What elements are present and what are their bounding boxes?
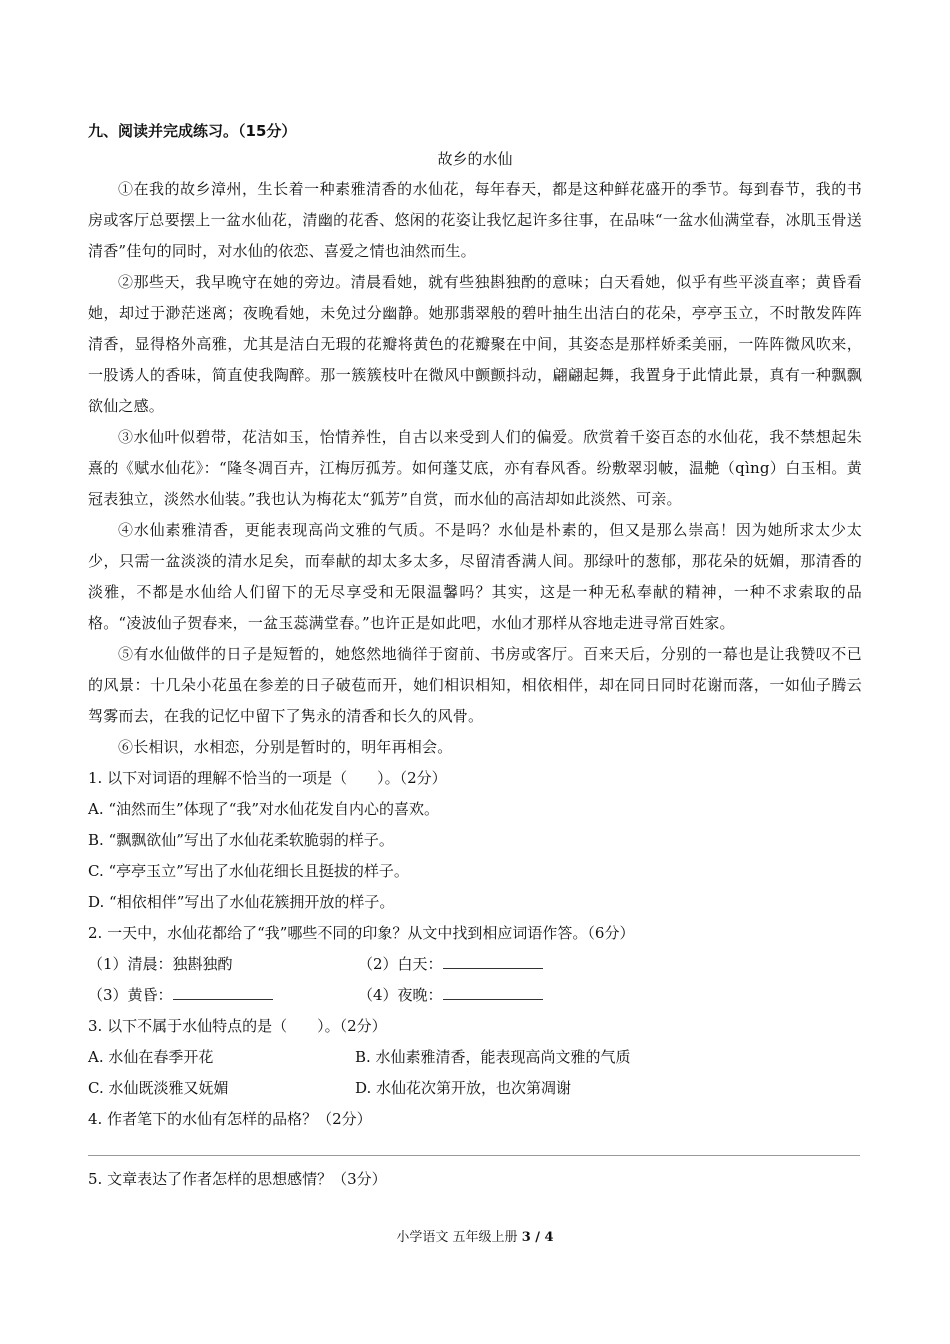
question-2-item-morning — [88, 949, 358, 980]
article-paragraph-4: ④水仙素雅清香，更能表现高尚文雅的气质。不是吗？水仙是朴素的，但又是那么崇高！因为她所求太少太少，只需一盆淡淡的清水足矣，而奉献的却太多太多，尽留清香满人间。那绿叶的葱郁，那花朵的妩媚，那清香的淡雅，不都是水仙给人们留下的无尽享受和无限温馨吗？其实，这是一种无私奉献的精神，一种不求索取的品格。“凌波仙子贺春来，一盆玉蕊满堂春。”也许正是如此吧，水仙才那样从容地走进寻常百姓家。 — [88, 521, 862, 632]
question-1-option-b[interactable]: B. “飘飘欲仙”写出了水仙花柔软脆弱的样子。 — [88, 831, 394, 849]
article-paragraph-2: ②那些天，我早晚守在她的旁边。清晨看她，就有些独斟独酌的意味；白天看她，似乎有些平淡直率；黄昏看她，却过于渺茫迷离；夜晚看她，未免过分幽静。她那翡翠般的碧叶抽生出洁白的花朵，亭亭玉立，不时散发阵阵清香，显得格外高雅，尤其是洁白无瑕的花瓣将黄色的花瓣聚在中间，其姿态是那样娇柔美丽，一阵阵微风吹来，一股诱人的香味，简直使我陶醉。那一簇簇枝叶在微风中颤颤抖动，翩翩起舞，我置身于此情此景，真有一种飘飘欲仙之感。 — [88, 273, 862, 415]
question-2-stem: 2. 一天中，水仙花都给了“我”哪些不同的印象？从文中找到相应词语作答。（6分） — [88, 924, 635, 942]
question-3-option-a[interactable]: A. 水仙在春季开花 — [88, 1048, 214, 1066]
page-footer — [0, 1226, 950, 1245]
item-label: （2）白天： — [358, 955, 443, 973]
question-1-option-a[interactable]: A. “油然而生”体现了“我”对水仙花发自内心的喜欢。 — [88, 800, 440, 818]
article-paragraph-5: ⑤有水仙做伴的日子是短暂的，她悠然地徜徉于窗前、书房或客厅。百来天后，分别的一幕也是让我赞叹不已的风景：十几朵小花虽在参差的日子破苞而开，她们相识相知，相依相伴，却在同日同时花谢而落，一如仙子腾云驾雾而去，在我的记忆中留下了隽永的清香和长久的风骨。 — [88, 645, 862, 725]
question-1-option-d[interactable]: D. “相依相伴”写出了水仙花簇拥开放的样子。 — [88, 893, 395, 911]
question-5-stem: 5. 文章表达了作者怎样的思想感情？（3分） — [88, 1170, 387, 1188]
item-label: （1）清晨： — [88, 955, 173, 973]
question-3-row-1 — [88, 1042, 862, 1073]
question-1-option-c[interactable]: C. “亭亭玉立”写出了水仙花细长且挺拔的样子。 — [88, 862, 409, 880]
question-1-stem: 1. 以下对词语的理解不恰当的一项是（ ）。（2分） — [88, 769, 447, 787]
worksheet-page — [88, 118, 862, 1195]
article-paragraph-1: ①在我的故乡漳州，生长着一种素雅清香的水仙花，每年春天，都是这种鲜花盛开的季节。每到春节，我的书房或客厅总要摆上一盆水仙花，清幽的花香、悠闲的花姿让我忆起许多往事，在品味“一盆水仙满堂春，冰肌玉骨送清香”佳句的同时，对水仙的依恋、喜爱之情也油然而生。 — [88, 180, 862, 260]
article-title: 故乡的水仙 — [437, 150, 513, 168]
article-paragraph-6: ⑥长相识，水相恋，分别是暂时的，明年再相会。 — [118, 738, 453, 756]
question-3-stem: 3. 以下不属于水仙特点的是（ ）。（2分） — [88, 1017, 387, 1035]
footer-label: 小学语文 五年级上册 — [396, 1230, 518, 1245]
answer-blank[interactable] — [443, 981, 543, 1000]
question-3-row-2 — [88, 1073, 862, 1104]
item-label: （4）夜晚： — [358, 986, 443, 1004]
question-2-item-daytime — [358, 949, 543, 980]
item-label: （3）黄昏： — [88, 986, 173, 1004]
page-number: 3 / 4 — [521, 1230, 554, 1245]
question-3-option-c[interactable]: C. 水仙既淡雅又妩媚 — [88, 1079, 229, 1097]
question-2-item-dusk — [88, 980, 358, 1011]
question-2-row-1 — [88, 949, 862, 980]
question-3-option-b[interactable]: B. 水仙素雅清香，能表现高尚文雅的气质 — [355, 1048, 631, 1066]
answer-blank[interactable] — [173, 981, 273, 1000]
article-paragraph-3: ③水仙叶似碧带，花洁如玉，怡情养性，自古以来受到人们的偏爱。欣赏着千姿百态的水仙花，我不禁想起朱熹的《赋水仙花》：“隆冬凋百卉，江梅厉孤芳。如何蓬艾底，亦有春风香。纷敷翠羽帔，温艴（qìng）白玉相。黄冠表独立，淡然水仙装。”我也认为梅花太“狐芳”自赏，而水仙的高洁却如此淡然、可亲。 — [88, 428, 862, 508]
question-2-item-night — [358, 980, 543, 1011]
item-answer: 独斟独酌 — [172, 955, 233, 973]
question-4-stem: 4. 作者笔下的水仙有怎样的品格？（2分） — [88, 1110, 372, 1128]
section-title: 九、阅读并完成练习。（15分） — [88, 122, 297, 140]
question-3-option-d[interactable]: D. 水仙花次第开放，也次第凋谢 — [355, 1079, 572, 1097]
answer-blank[interactable] — [443, 950, 543, 969]
question-4-answer-line[interactable] — [88, 1155, 860, 1156]
question-2-row-2 — [88, 980, 862, 1011]
